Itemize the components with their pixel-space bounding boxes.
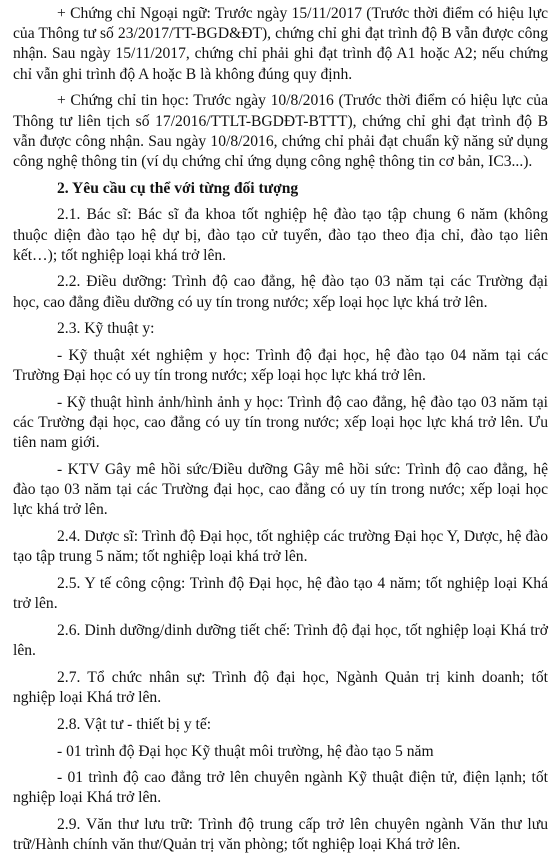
item-environmental-engineering: - 01 trình độ Đại học Kỹ thuật môi trường, hệ đào tạo 5 năm bbox=[57, 742, 434, 760]
item-pharmacist: 2.4. Dược sĩ: Trình độ Đại học, tốt nghiệp các trường Đại học Y, Dược, hệ đào tạo tập trung 5 năm; tốt nghiệp loại khá trở lên. bbox=[13, 528, 548, 566]
paragraph-it-certificate: + Chứng chỉ tin học: Trước ngày 10/8/2016 (Trước thời điểm có hiệu lực của Thông tư liên tịch số 17/2016/TTLT-BGDĐT-BTTT), chứng chỉ ghi đạt trình độ B vẫn được công nhận. Sau ngày 10/8/2016, chứng chỉ phải đạt chuẩn kỹ năng sử dụng công nghệ thông tin (ví dụ chứng chỉ ứng dụng công nghệ thông tin cơ bản, IC3...). bbox=[13, 92, 548, 170]
item-nursing: 2.2. Điều dưỡng: Trình độ cao đẳng, hệ đào tạo 03 năm tại các Trường đại học, cao đẳng điều dưỡng có uy tín trong nước; xếp loại học lực khá trở lên. bbox=[13, 273, 548, 311]
item-lab-technician: - Kỹ thuật xét nghiệm y học: Trình độ đại học, hệ đào tạo 04 năm tại các Trường Đại học có uy tín trong nước; xếp loại học lực khá trở lên. bbox=[13, 347, 548, 385]
item-anesthesia-technician: - KTV Gây mê hồi sức/Điều dưỡng Gây mê hồi sức: Trình độ cao đẳng, hệ đào tạo 03 năm tại các Trường đại học, cao đẳng có uy tín trong nước; xếp loại học lực khá trở lên. bbox=[13, 461, 548, 519]
item-public-health: 2.5. Y tế công cộng: Trình độ Đại học, hệ đào tạo 4 năm; tốt nghiệp loại Khá trở lên. bbox=[13, 575, 548, 613]
paragraph-foreign-language-certificate: + Chứng chỉ Ngoại ngữ: Trước ngày 15/11/2017 (Trước thời điểm có hiệu lực của Thông tư số 23/2017/TT-BGD&ĐT), chứng chỉ ghi đạt trình độ B vẫn được công nhận. Sau ngày 15/11/2017, chứng chỉ phải ghi đạt trình độ A1 hoặc A2; nếu chứng chỉ vẫn ghi trình độ A hoặc B là không đúng quy định. bbox=[13, 5, 548, 83]
item-doctor: 2.1. Bác sĩ: Bác sĩ đa khoa tốt nghiệp hệ đào tạo tập chung 6 năm (không thuộc diện đào tạo hệ dự bị, đào tạo cử tuyển, đào tạo theo địa chỉ, đào tạo liên kết…); tốt nghiệp loại khá trở lên. bbox=[13, 206, 548, 264]
section-heading: 2. Yêu cầu cụ thể với từng đối tượng bbox=[57, 179, 299, 197]
item-human-resources: 2.7. Tổ chức nhân sự: Trình độ đại học, Ngành Quản trị kinh doanh; tốt nghiệp loại Khá trở lên. bbox=[13, 668, 548, 707]
item-archives: 2.9. Văn thư lưu trữ: Trình độ trung cấp trở lên chuyên ngành Văn thư lưu trữ/Hành chính văn thư/Quản trị văn phòng; tốt nghiệp loại Khá trở lên. bbox=[13, 816, 548, 854]
item-medical-equipment: 2.8. Vật tư - thiết bị y tế: bbox=[57, 715, 212, 733]
item-nutrition: 2.6. Dinh dưỡng/dinh dưỡng tiết chế: Trình độ đại học, tốt nghiệp loại Khá trở lên. bbox=[13, 621, 548, 660]
item-imaging-technician: - Kỹ thuật hình ảnh/hình ảnh y học: Trình độ cao đẳng, hệ đào tạo 03 năm tại các Trường đại học, cao đẳng có uy tín trong nước; xếp loại học lực khá trở lên. Ưu tiên nam giới. bbox=[13, 393, 548, 452]
item-medical-technician: 2.3. Kỹ thuật y: bbox=[57, 320, 155, 338]
item-electronics-engineering: - 01 trình độ cao đẳng trở lên chuyên ngành Kỹ thuật điện tử, điện lạnh; tốt nghiệp loại Khá trở lên. bbox=[13, 769, 548, 807]
